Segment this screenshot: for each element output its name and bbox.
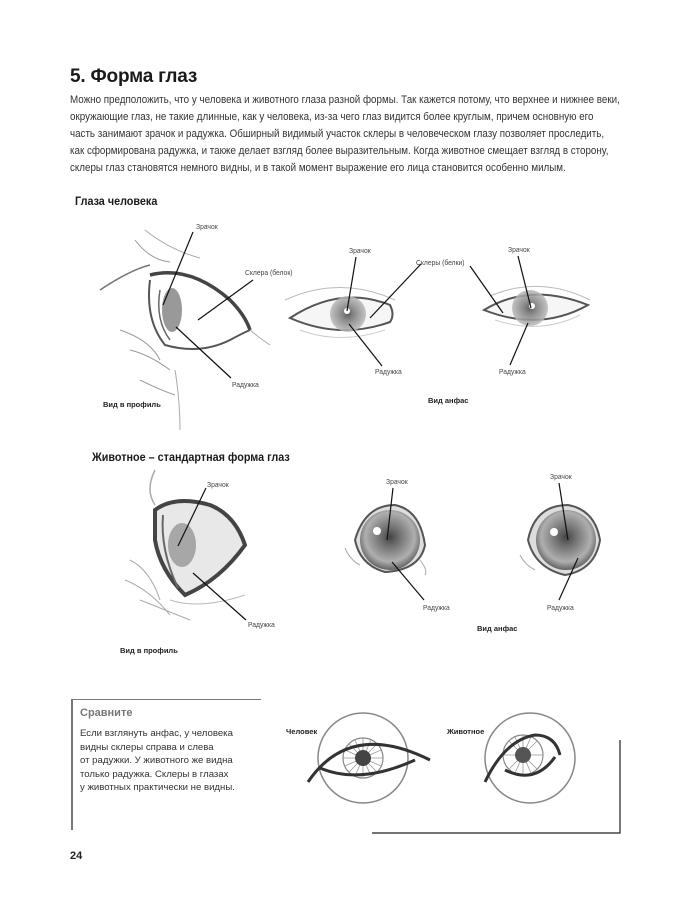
- compare-human-eye-diagram: [308, 713, 430, 803]
- leader-line: [193, 573, 246, 620]
- intro-line: склеры глаз становятся немного видны, и в такой момент выражение его лица становится особенно милым.: [70, 162, 566, 174]
- compare-title: Сравните: [80, 707, 133, 719]
- caption-front-view: Вид анфас: [428, 396, 469, 405]
- label-pupil: Зрачок: [508, 245, 530, 254]
- caption-profile-view: Вид в профиль: [120, 646, 178, 655]
- leader-line: [510, 323, 528, 365]
- label-iris: Радужка: [375, 367, 402, 376]
- compare-text-line: видны склеры справа и слева: [80, 741, 214, 753]
- intro-line: часть занимают зрачок и радужка. Обширный видимый участок склеры в человеческом глазу позволяет проследить,: [70, 128, 605, 140]
- label-iris: Радужка: [423, 603, 450, 612]
- label-sclera: Склера (белок): [245, 268, 293, 277]
- human-front-eye-right-drawing: [484, 286, 590, 326]
- leader-line: [176, 327, 231, 378]
- label-pupil: Зрачок: [386, 477, 408, 486]
- page-number: 24: [70, 850, 83, 862]
- intro-line: окружающие глаз, не такие длинные, как у человека, из-за чего глаз видится более круглым, причем основную его: [70, 111, 594, 123]
- label-iris: Радужка: [547, 603, 574, 612]
- page-title: 5. Форма глаз: [70, 66, 198, 87]
- leader-line: [370, 264, 421, 318]
- compare-animal-label: Животное: [447, 727, 485, 736]
- compare-human-label: Человек: [286, 727, 318, 736]
- label-pupil: Зрачок: [207, 480, 229, 489]
- animal-profile-eye-drawing: [125, 470, 245, 620]
- label-pupil: Зрачок: [196, 222, 218, 231]
- label-sclera: Склеры (белки): [416, 258, 465, 267]
- label-pupil: Зрачок: [550, 472, 572, 481]
- human-front-eye-left-drawing: [285, 288, 395, 338]
- compare-animal-eye-diagram: [485, 713, 575, 803]
- caption-profile-view: Вид в профиль: [103, 400, 161, 409]
- label-pupil: Зрачок: [349, 246, 371, 255]
- animal-front-eye-right-drawing: [520, 505, 600, 575]
- compare-text: [80, 727, 235, 795]
- compare-text-line: от радужки. У животного же видна: [80, 755, 233, 766]
- animal-section-title: Животное – стандартная форма глаз: [92, 450, 290, 464]
- intro-line: как сформирована радужка, и также делает взгляд более выразительным. Когда животное смещает взгляд в сторону,: [70, 145, 609, 157]
- compare-text-line: Если взглянуть анфас, у человека: [80, 728, 233, 739]
- caption-front-view: Вид анфас: [477, 624, 518, 633]
- intro-line: Можно предположить, что у человека и животного глаза разной формы. Так кажется потому, что верхнее и нижнее веки,: [70, 94, 620, 106]
- compare-text-line: только радужка. Склеры в глазах: [80, 768, 229, 780]
- leader-line: [470, 266, 503, 313]
- label-iris: Радужка: [248, 620, 275, 629]
- leader-line: [198, 280, 253, 320]
- leader-line: [349, 324, 382, 366]
- label-iris: Радужка: [232, 380, 259, 389]
- label-iris: Радужка: [499, 367, 526, 376]
- compare-text-line: у животных практически не видны.: [80, 782, 235, 793]
- animal-front-eye-left-drawing: [345, 505, 426, 575]
- human-section-title: Глаза человека: [75, 194, 158, 208]
